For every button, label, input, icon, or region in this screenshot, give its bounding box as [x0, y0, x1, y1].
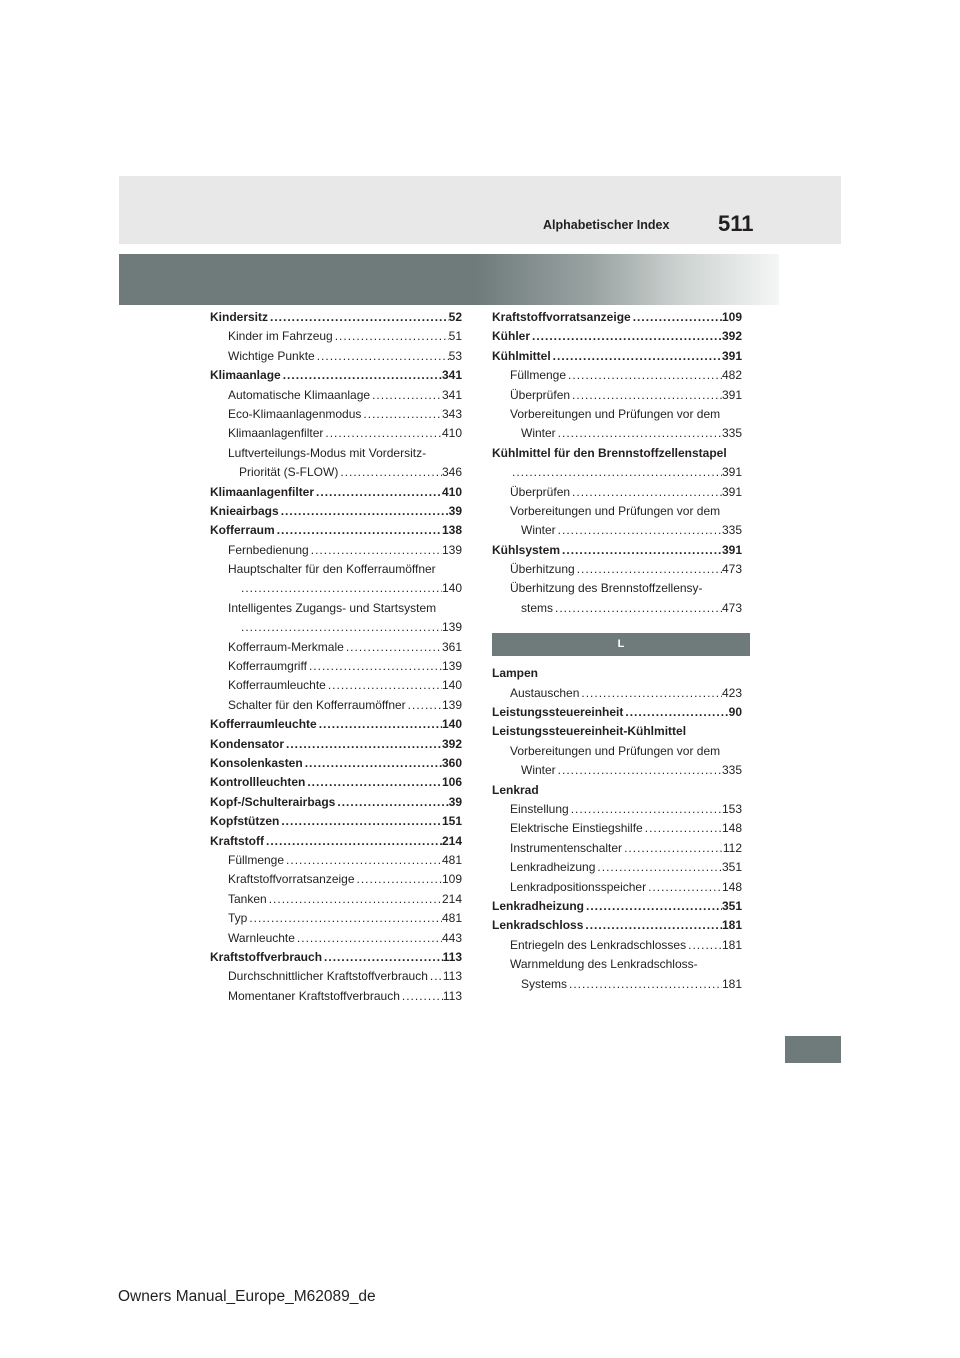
index-entry-page: 346	[441, 465, 462, 480]
index-entry-term: Luftverteilungs-Modus mit Vordersitz-	[228, 445, 427, 460]
index-entry-term: Winter	[521, 523, 556, 538]
leader-dots	[264, 832, 442, 851]
index-entry	[210, 967, 462, 986]
leader-dots	[556, 761, 722, 780]
leader-dots	[595, 858, 722, 877]
index-entry	[210, 773, 462, 792]
index-entry-term: Überprüfen	[510, 387, 571, 402]
index-entry-term: Vorbereitungen und Prüfungen vor dem	[510, 406, 721, 421]
index-entry	[210, 754, 462, 773]
index-entry	[210, 599, 462, 618]
leader-dots	[553, 599, 722, 618]
leader-dots	[239, 579, 442, 598]
index-entry	[210, 560, 462, 579]
index-entry-term: Eco-Klimaanlagenmodus	[228, 406, 362, 421]
index-entry-term: Kofferraum-Merkmale	[228, 639, 344, 654]
index-entry	[492, 541, 742, 560]
index-entry	[210, 676, 462, 695]
index-entry	[492, 878, 742, 897]
index-column-left	[210, 308, 462, 1006]
index-entry-term: Systems	[521, 976, 568, 991]
leader-dots	[335, 793, 448, 812]
leader-dots	[309, 541, 442, 560]
leader-dots	[275, 521, 442, 540]
leader-dots	[281, 366, 442, 385]
index-entry-term: Instrumentenschalter	[510, 840, 623, 855]
leader-dots	[623, 703, 728, 722]
index-entry-term: Schalter für den Kofferraumöffner	[228, 697, 406, 712]
index-entry-term: Füllmenge	[228, 852, 285, 867]
index-entry	[492, 444, 742, 463]
leader-dots	[279, 812, 442, 831]
index-entry-page: 112	[722, 840, 742, 855]
index-entry-term: Lenkradheizung	[510, 860, 596, 875]
leader-dots	[333, 327, 449, 346]
index-entry-term: Hauptschalter für den Kofferraumöffner	[228, 562, 436, 577]
leader-dots	[355, 870, 442, 889]
decorative-band	[119, 254, 779, 305]
index-entry-page: 140	[441, 581, 462, 596]
leader-dots	[566, 366, 722, 385]
index-entry-page: 410	[441, 426, 462, 441]
index-entry	[492, 366, 742, 385]
header-title: Alphabetischer Index	[543, 218, 670, 232]
leader-dots	[284, 851, 442, 870]
index-entry	[210, 851, 462, 870]
index-entry-page: 153	[721, 801, 742, 816]
leader-dots	[530, 327, 722, 346]
index-entry-term: Lenkrad	[492, 782, 539, 797]
index-entry	[210, 405, 462, 424]
index-entry-page: 140	[441, 678, 462, 693]
leader-dots	[570, 483, 722, 502]
index-entry-page: 148	[721, 879, 742, 894]
index-entry-term: Lenkradheizung	[492, 898, 585, 913]
leader-dots	[570, 386, 722, 405]
footer-text: Owners Manual_Europe_M62089_de	[118, 1288, 376, 1305]
index-entry-term: Winter	[521, 426, 556, 441]
index-entry-page: 113	[442, 988, 462, 1003]
index-entry-term: Leistungssteuereinheit-Kühlmittel	[492, 724, 687, 739]
index-entry-term: Kontrollleuchten	[210, 775, 306, 790]
index-entry	[492, 327, 742, 346]
leader-dots	[267, 890, 442, 909]
leader-dots	[686, 936, 722, 955]
index-entry-page: 361	[441, 639, 462, 654]
index-entry-page: 423	[721, 685, 742, 700]
index-entry-term: Momentaner Kraftstoffverbrauch	[228, 988, 400, 1003]
index-entry	[492, 722, 742, 741]
index-entry	[210, 812, 462, 831]
index-entry-page: 214	[441, 891, 462, 906]
index-entry-term: Tanken	[228, 891, 267, 906]
index-entry	[492, 955, 742, 974]
index-entry-page: 214	[441, 833, 462, 848]
index-entry	[492, 858, 742, 877]
index-entry-page: 139	[441, 620, 462, 635]
leader-dots	[510, 463, 722, 482]
index-entry	[492, 936, 742, 955]
index-entry-term: Konsolenkasten	[210, 755, 303, 770]
index-entry-page: 39	[448, 503, 462, 518]
leader-dots	[268, 308, 449, 327]
index-entry-term: Automatische Klimaanlage	[228, 387, 371, 402]
index-entry	[210, 948, 462, 967]
leader-dots	[622, 839, 723, 858]
index-entry	[210, 987, 462, 1006]
index-entry-term: Warnmeldung des Lenkradschloss-	[510, 957, 698, 972]
index-entry	[492, 975, 742, 994]
index-entry-page: 473	[721, 600, 742, 615]
index-entry-page: 392	[721, 329, 742, 344]
leader-dots	[575, 560, 722, 579]
index-entry	[492, 761, 742, 780]
index-entry	[492, 579, 742, 598]
index-entry-page: 343	[441, 406, 462, 421]
index-entry-page: 391	[721, 465, 742, 480]
index-entry	[492, 800, 742, 819]
index-entry	[210, 638, 462, 657]
index-entry	[210, 832, 462, 851]
leader-dots	[569, 800, 722, 819]
index-entry-term: Knieairbags	[210, 503, 279, 518]
leader-dots	[583, 916, 722, 935]
index-entry-term: Kofferraumleuchte	[210, 717, 317, 732]
leader-dots	[560, 541, 722, 560]
section-letter-band: L	[492, 633, 750, 656]
index-entry-page: 341	[441, 368, 462, 383]
index-entry-term: Klimaanlagenfilter	[228, 426, 324, 441]
index-entry-page: 139	[441, 659, 462, 674]
index-entry	[210, 521, 462, 540]
index-entry-term: Intelligentes Zugangs- und Startsystem	[228, 600, 437, 615]
leader-dots	[556, 521, 722, 540]
index-column-right	[492, 308, 742, 994]
leader-dots	[295, 929, 442, 948]
index-entry-term: Fernbedienung	[228, 542, 309, 557]
index-entry-term: Kofferraumgriff	[228, 659, 307, 674]
index-entry-term: Kraftstoff	[210, 833, 264, 848]
index-entry-term: Kühlmittel	[492, 348, 551, 363]
index-entry	[210, 909, 462, 928]
index-entry	[210, 463, 462, 482]
leader-dots	[344, 638, 442, 657]
leader-dots	[284, 735, 442, 754]
index-entry-page: 106	[441, 775, 462, 790]
index-entry	[492, 684, 742, 703]
index-entry-page: 140	[441, 717, 462, 732]
index-entry-term: Überhitzung	[510, 562, 575, 577]
index-entry	[492, 781, 742, 800]
index-entry-page: 181	[721, 976, 742, 991]
index-entry-term: Kraftstoffvorratsanzeige	[492, 310, 631, 324]
index-entry-page: 109	[721, 310, 742, 324]
index-entry	[492, 742, 742, 761]
index-entry-page: 39	[448, 794, 462, 809]
index-entry-page: 443	[441, 930, 462, 945]
index-entry-term: Vorbereitungen und Prüfungen vor dem	[510, 503, 721, 518]
leader-dots	[428, 967, 443, 986]
index-entry-page: 351	[721, 898, 742, 913]
index-entry-term: Lenkradpositionsspeicher	[510, 879, 647, 894]
index-entry-page: 481	[441, 911, 462, 926]
index-entry-term: Kraftstoffverbrauch	[210, 949, 323, 964]
index-entry-term: Wichtige Punkte	[228, 348, 315, 363]
index-entry-term: Lenkradschloss	[492, 918, 584, 933]
index-entry	[492, 839, 742, 858]
index-entry	[210, 366, 462, 385]
index-entry-term: Einstellung	[510, 801, 569, 816]
index-entry-term: Überprüfen	[510, 484, 571, 499]
index-entry	[210, 696, 462, 715]
leader-dots	[279, 502, 449, 521]
index-entry	[492, 347, 742, 366]
index-entry	[492, 916, 742, 935]
index-list-l	[492, 664, 742, 994]
index-entry	[210, 444, 462, 463]
index-entry	[492, 463, 742, 482]
index-entry	[492, 483, 742, 502]
index-entry-term: Klimaanlagenfilter	[210, 484, 315, 499]
page-number: 511	[718, 211, 754, 236]
index-entry	[210, 890, 462, 909]
index-entry	[210, 327, 462, 346]
index-entry	[210, 308, 462, 327]
leader-dots	[303, 754, 442, 773]
leader-dots	[361, 405, 442, 424]
leader-dots	[551, 347, 722, 366]
leader-dots	[247, 909, 442, 928]
index-entry-page: 392	[441, 736, 462, 751]
index-entry	[492, 424, 742, 443]
index-entry-term: Elektrische Einstiegshilfe	[510, 821, 643, 836]
index-entry-page: 335	[721, 523, 742, 538]
index-entry	[210, 579, 462, 598]
index-entry-page: 391	[721, 387, 742, 402]
index-entry-term: Klimaanlage	[210, 368, 281, 383]
index-entry-page: 410	[441, 484, 462, 499]
index-entry	[210, 386, 462, 405]
index-entry	[492, 560, 742, 579]
leader-dots	[315, 347, 449, 366]
index-entry-term: stems	[521, 600, 554, 615]
index-entry-page: 181	[721, 937, 742, 952]
index-entry-term: Typ	[228, 911, 248, 926]
index-entry-term: Kühler	[492, 329, 531, 344]
leader-dots	[579, 684, 722, 703]
leader-dots	[307, 657, 442, 676]
leader-dots	[317, 715, 442, 734]
index-entry-page: 391	[721, 542, 742, 557]
index-entry	[210, 424, 462, 443]
index-entry-term: Leistungssteuereinheit	[492, 705, 624, 720]
index-entry-page: 335	[721, 763, 742, 778]
index-entry-page: 51	[448, 329, 462, 344]
index-entry-page: 341	[441, 387, 462, 402]
index-entry-term: Kofferraum	[210, 523, 275, 538]
leader-dots	[370, 386, 442, 405]
index-entry-term: Lampen	[492, 666, 539, 681]
index-entry-term: Kopf-/Schulterairbags	[210, 794, 336, 809]
index-entry	[210, 502, 462, 521]
leader-dots	[646, 878, 722, 897]
index-entry-page: 139	[441, 697, 462, 712]
index-entry-page: 473	[721, 562, 742, 577]
index-entry	[210, 793, 462, 812]
leader-dots	[239, 618, 442, 637]
leader-dots	[323, 424, 442, 443]
leader-dots	[631, 308, 722, 327]
index-entry	[210, 657, 462, 676]
leader-dots	[338, 463, 442, 482]
index-entry	[210, 541, 462, 560]
index-entry-term: Kühlmittel für den Brennstoffzellenstapel	[492, 445, 727, 460]
index-entry-page: 148	[721, 821, 742, 836]
index-entry-page: 113	[442, 969, 462, 984]
index-entry-term: Kühlsystem	[492, 542, 561, 557]
index-entry-page: 138	[441, 523, 462, 538]
index-entry-page: 481	[441, 852, 462, 867]
index-entry-term: Durchschnittlicher Kraftstoffverbrauch	[228, 969, 428, 984]
leader-dots	[314, 483, 442, 502]
index-entry-page: 109	[441, 872, 462, 887]
index-entry	[210, 483, 462, 502]
leader-dots	[584, 897, 722, 916]
index-entry-term: Warnleuchte	[228, 930, 295, 945]
index-entry-term: Füllmenge	[510, 368, 567, 383]
index-entry-term: Kondensator	[210, 736, 285, 751]
index-entry	[492, 897, 742, 916]
index-entry	[492, 386, 742, 405]
index-entry	[492, 599, 742, 618]
index-entry	[492, 664, 742, 683]
index-entry-term: Kopfstützen	[210, 814, 280, 829]
index-entry-page: 90	[728, 705, 742, 720]
index-entry-term: Austauschen	[510, 685, 580, 700]
index-entry-page: 335	[721, 426, 742, 441]
leader-dots	[406, 696, 442, 715]
leader-dots	[567, 975, 722, 994]
index-entry-page: 139	[441, 542, 462, 557]
leader-dots	[400, 987, 443, 1006]
index-entry-page: 52	[448, 310, 462, 324]
index-entry	[492, 703, 742, 722]
leader-dots	[556, 424, 722, 443]
index-entry	[492, 405, 742, 424]
index-entry	[210, 870, 462, 889]
index-entry	[492, 502, 742, 521]
index-entry	[492, 308, 742, 327]
index-entry	[210, 347, 462, 366]
chapter-tab	[785, 1036, 841, 1063]
index-entry-page: 391	[721, 484, 742, 499]
leader-dots	[322, 948, 443, 967]
index-entry-term: Priorität (S-FLOW)	[239, 465, 339, 480]
index-entry-page: 351	[721, 860, 742, 875]
index-entry-term: Kindersitz	[210, 310, 269, 324]
index-entry-term: Winter	[521, 763, 556, 778]
index-entry-term: Vorbereitungen und Prüfungen vor dem	[510, 743, 721, 758]
index-entry-term: Entriegeln des Lenkradschlosses	[510, 937, 687, 952]
leader-dots	[326, 676, 442, 695]
index-entry	[492, 521, 742, 540]
index-entry	[210, 715, 462, 734]
index-entry-page: 360	[441, 755, 462, 770]
index-entry-page: 53	[448, 348, 462, 363]
index-entry	[492, 819, 742, 838]
leader-dots	[305, 773, 442, 792]
index-entry-term: Kraftstoffvorratsanzeige	[228, 872, 355, 887]
leader-dots	[643, 819, 722, 838]
index-entry	[210, 735, 462, 754]
index-entry-term: Kinder im Fahrzeug	[228, 329, 333, 344]
index-entry-term: Kofferraumleuchte	[228, 678, 326, 693]
index-list-k	[492, 308, 742, 618]
index-entry-term: Überhitzung des Brennstoffzellensy-	[510, 581, 703, 596]
index-entry-page: 181	[721, 918, 742, 933]
index-entry	[210, 929, 462, 948]
index-entry-page: 391	[721, 348, 742, 363]
index-entry-page: 151	[441, 814, 462, 829]
index-entry-page: 113	[442, 949, 462, 964]
index-entry	[210, 618, 462, 637]
index-entry-page: 482	[721, 368, 742, 383]
